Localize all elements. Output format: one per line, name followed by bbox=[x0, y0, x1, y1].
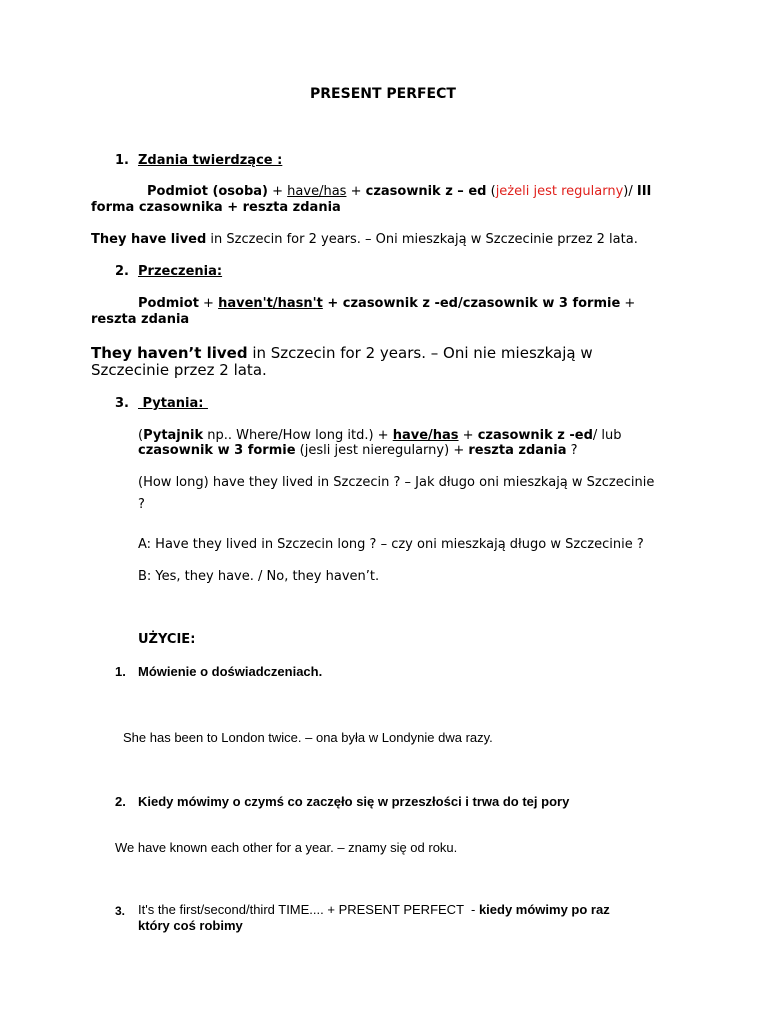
section-1-number: 1. bbox=[115, 153, 129, 168]
page-title: PRESENT PERFECT bbox=[310, 86, 456, 102]
usage-2-example-text: We have known each other for a year. – znamy się od roku. bbox=[115, 840, 458, 855]
usage-3-bold: kiedy mówimy po raz bbox=[478, 902, 610, 917]
formula-regular-note: jeżeli jest regularny bbox=[495, 184, 624, 199]
section-2-heading: Przeczenia: bbox=[138, 264, 223, 279]
formula-plus: + bbox=[620, 296, 636, 311]
usage-3-plain: It's the first/second/third TIME.... + PRESENT PERFECT - bbox=[138, 902, 479, 917]
formula-question-mark: ? bbox=[566, 443, 578, 458]
usage-3-text bbox=[138, 902, 610, 918]
section-1-formula bbox=[147, 184, 651, 200]
section-2-formula-line2: reszta zdania bbox=[91, 312, 190, 327]
section-3-heading: Pytania: bbox=[138, 396, 208, 411]
formula-rest: reszta zdania bbox=[468, 443, 567, 458]
formula-negative: haven't/hasn't bbox=[218, 296, 323, 311]
example-rest: in Szczecin for 2 years. – Oni mieszkają w Szczecinie przez 2 lata. bbox=[206, 232, 638, 247]
formula-third-form: czasownik w 3 formie bbox=[138, 443, 296, 458]
section-2-formula bbox=[138, 296, 635, 312]
formula-have-has: have/has bbox=[287, 184, 347, 199]
formula-irregular-note: (jesli jest nieregularny) + bbox=[295, 443, 469, 458]
formula-paren: ( bbox=[486, 184, 496, 199]
formula-subject: Podmiot bbox=[138, 296, 199, 311]
formula-verb-ed: czasownik z -ed bbox=[477, 428, 593, 443]
section-3-formula-line2 bbox=[138, 443, 578, 459]
example-bold: They haven’t lived bbox=[91, 344, 248, 362]
section-2-example bbox=[91, 345, 593, 362]
usage-heading: UŻYCIE: bbox=[138, 632, 196, 647]
usage-1-heading: Mówienie o doświadczeniach. bbox=[138, 664, 323, 679]
formula-examples: np.. Where/How long itd.) + bbox=[203, 428, 393, 443]
usage-3-number: 3. bbox=[115, 904, 126, 918]
section-2-example-line2: Szczecinie przez 2 lata. bbox=[91, 361, 267, 379]
formula-paren: ( bbox=[138, 428, 144, 443]
formula-subject: Podmiot (osoba) bbox=[147, 184, 268, 199]
formula-plus: + bbox=[458, 428, 478, 443]
question-example-line2: ? bbox=[138, 497, 145, 512]
formula-paren-close: )/ bbox=[623, 184, 637, 199]
answer-b: B: Yes, they have. / No, they haven’t. bbox=[138, 569, 380, 584]
section-1-formula-line2: forma czasownika + reszta zdania bbox=[91, 200, 341, 215]
formula-or: / lub bbox=[592, 428, 622, 443]
formula-plus: + bbox=[198, 296, 219, 311]
formula-plus: + bbox=[268, 184, 288, 199]
formula-verb: + czasownik z -ed/czasownik w 3 formie bbox=[322, 296, 621, 311]
formula-plus: + bbox=[346, 184, 366, 199]
section-2-number: 2. bbox=[115, 264, 129, 279]
formula-question-word: Pytajnik bbox=[143, 428, 204, 443]
example-bold: They have lived bbox=[91, 232, 207, 247]
formula-have-has: have/has bbox=[392, 428, 459, 443]
usage-2-number: 2. bbox=[115, 794, 126, 809]
usage-1-number: 1. bbox=[115, 664, 126, 679]
section-3-formula bbox=[138, 428, 622, 444]
formula-third-form: III bbox=[636, 184, 652, 199]
answer-a: A: Have they lived in Szczecin long ? – czy oni mieszkają długo w Szczecinie ? bbox=[138, 537, 644, 552]
usage-1-example: She has been to London twice. – ona była w Londynie dwa razy. bbox=[123, 730, 493, 745]
usage-2-heading: Kiedy mówimy o czymś co zaczęło się w przeszłości i trwa do tej pory bbox=[138, 794, 570, 809]
formula-verb-ed: czasownik z – ed bbox=[365, 184, 487, 199]
question-example: (How long) have they lived in Szczecin ? – Jak długo oni mieszkają w Szczecinie bbox=[138, 475, 655, 490]
section-1-heading: Zdania twierdzące : bbox=[138, 153, 283, 168]
section-3-number: 3. bbox=[115, 396, 129, 411]
section-1-example bbox=[91, 232, 638, 248]
example-rest: in Szczecin for 2 years. – Oni nie mieszkają w bbox=[247, 344, 593, 362]
usage-3-text-line2: który coś robimy bbox=[138, 918, 243, 933]
